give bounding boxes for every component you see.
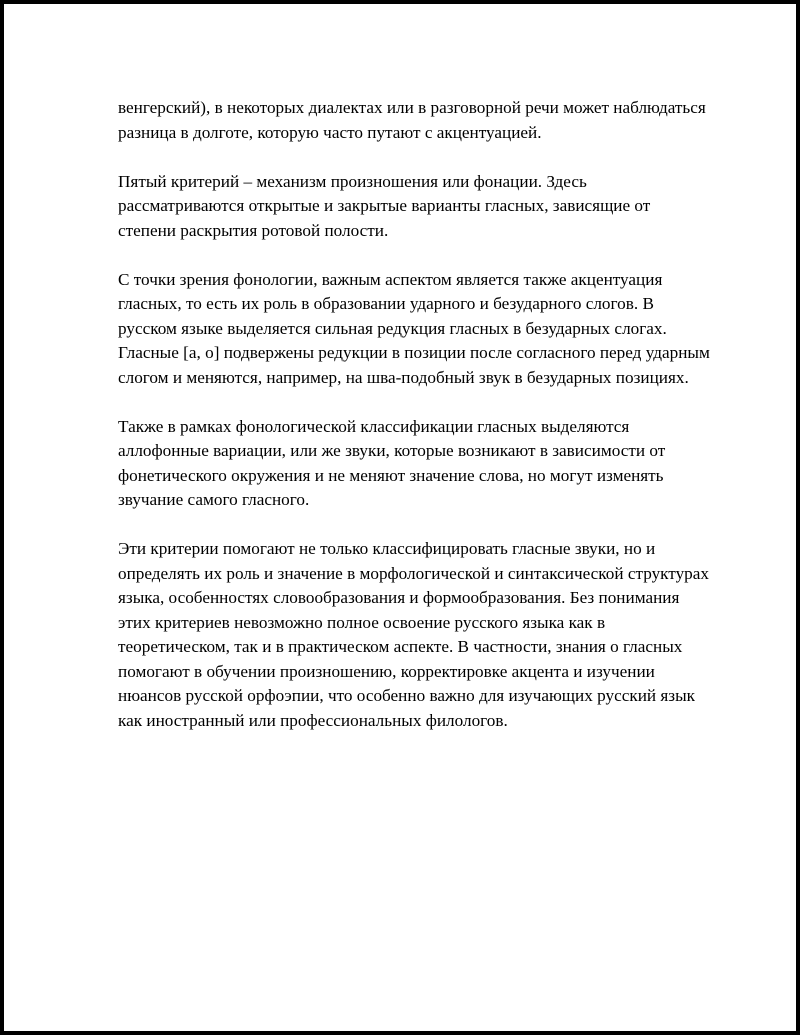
paragraph: Эти критерии помогают не только классифицировать гласные звуки, но и определять их роль и значение в морфологической и синтаксической структурах языка, особенностях словообразования и формообразования. Без понимания этих критериев невозможно полное освоение русского языка как в теоретическом, так и в практическом аспекте. В частности, знания о гласных помогают в обучении произношению, корректировке акцента и изучении нюансов русской орфоэпии, что особенно важно для изучающих русский язык как иностранный или профессиональных филологов. — [118, 539, 710, 730]
paragraph: С точки зрения фонологии, важным аспектом является также акцентуация гласных, то есть их роль в образовании ударного и безударного слогов. В русском языке выделяется сильная редукция гласных в безударных слогах. Гласные [а, о] подвержены редукции в позиции после согласного перед ударным слогом и меняются, например, на шва-подобный звук в безударных позициях. — [118, 269, 710, 387]
document-body — [118, 96, 710, 733]
paragraph: Пятый критерий – механизм произношения или фонации. Здесь рассматриваются открытые и закрытые варианты гласных, зависящие от степени раскрытия ротовой полости. — [118, 171, 651, 240]
paragraph: Также в рамках фонологической классификации гласных выделяются аллофонные вариации, или же звуки, которые возникают в зависимости от фонетического окружения и не меняют значение слова, но могут изменять звучание самого гласного. — [118, 416, 666, 509]
paragraph: венгерский), в некоторых диалектах или в разговорной речи может наблюдаться разница в долготе, которую часто путают с акцентуацией. — [118, 98, 706, 142]
